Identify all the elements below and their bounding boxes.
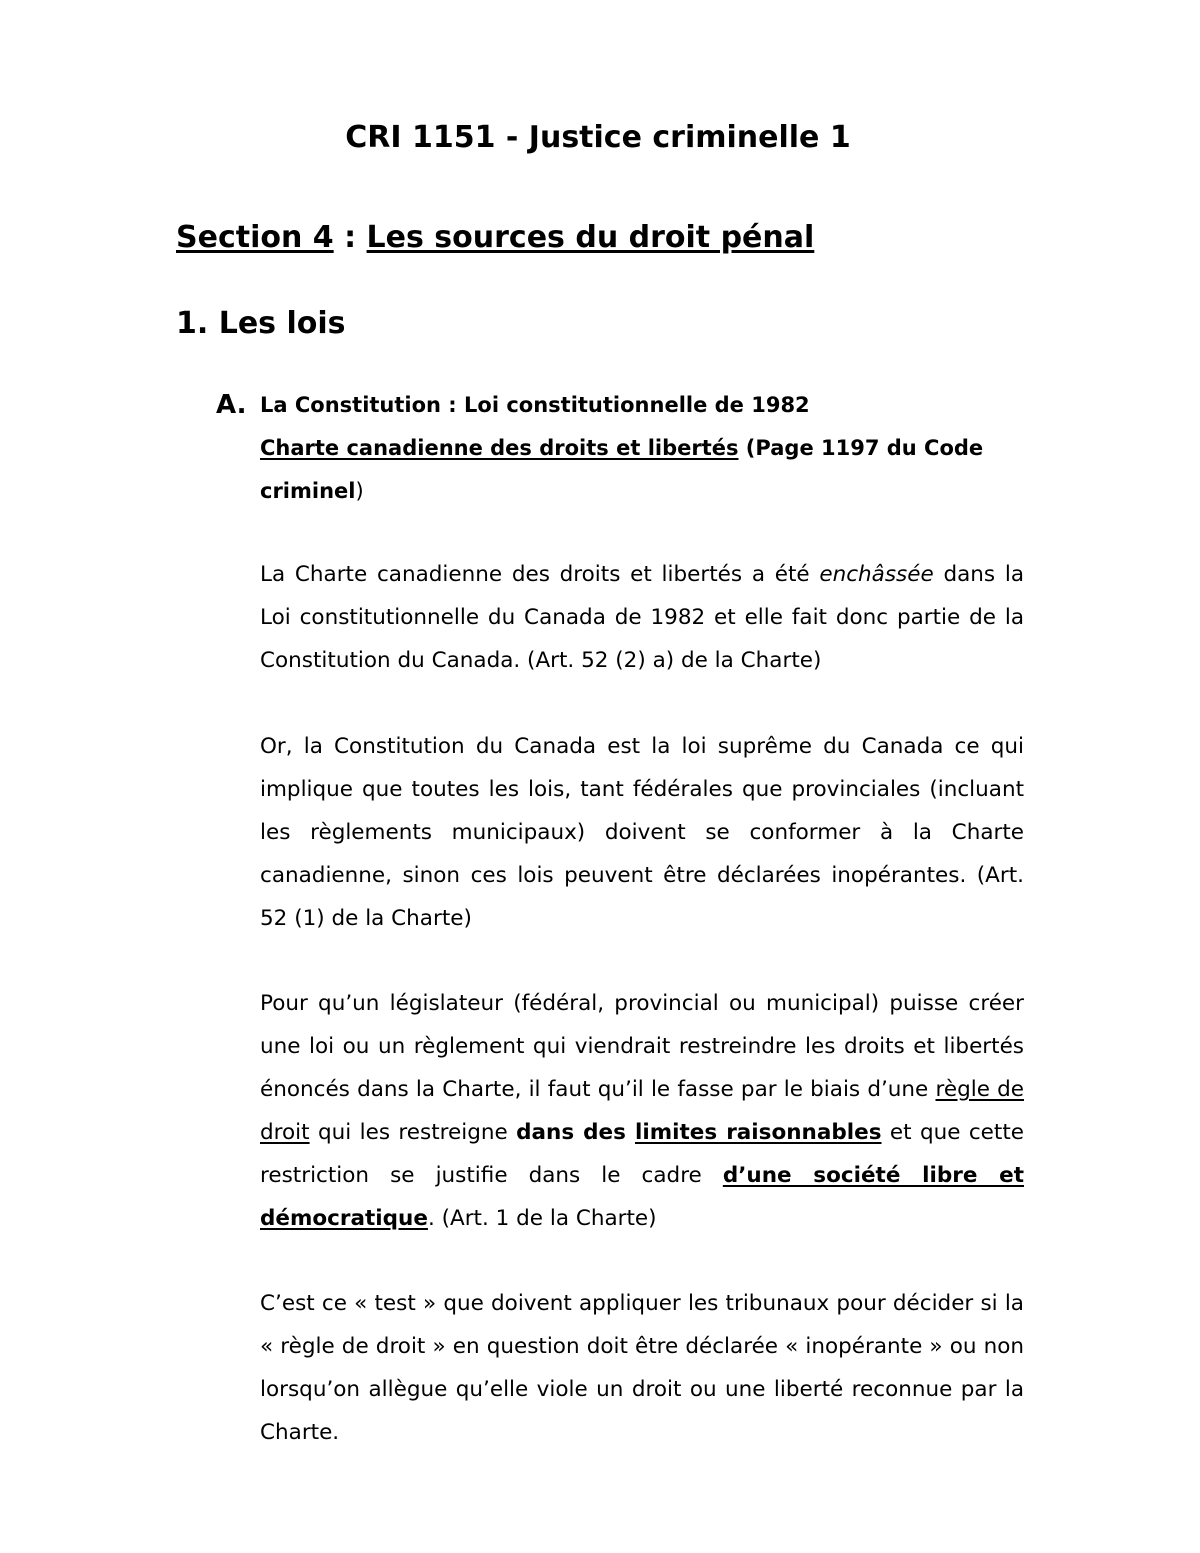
paragraph-2: Or, la Constitution du Canada est la loi suprême du Canada ce qui implique que toutes les lois, tant fédérales que provinciales (incluant les règlements municipaux) doivent se conformer à la Charte canadienne, sinon ces lois peuvent être déclarées inopérantes. (Art. 52 (1) de la Charte) [260, 734, 1024, 931]
paragraph-3-text-a: Pour qu’un législateur (fédéral, provincial ou municipal) puisse créer une loi ou un règlement qui viendrait restreindre les droits et libertés énoncés dans la Charte, il faut qu’il le fasse par le biais d’une [260, 991, 1024, 1102]
paragraph-1 [260, 553, 1024, 682]
dans-des: dans des [516, 1120, 635, 1145]
limites-raisonnables: limites raisonnables [634, 1120, 882, 1145]
subsection-heading [260, 384, 1024, 513]
paragraph-3-text-d: . (Art. 1 de la Charte) [427, 1206, 657, 1231]
paragraph-4: C’est ce « test » que doivent appliquer les tribunaux pour décider si la « règle de droit » en question doit être déclarée « inopérante » ou non lorsqu’on allègue qu’elle viole un droit ou une liberté reconnue par la Charte. [260, 1291, 1024, 1445]
section-separator: : [333, 220, 367, 255]
paragraph-3-text-b: qui les restreigne [309, 1120, 517, 1145]
charter-name: Charte canadienne des droits et libertés [260, 436, 739, 460]
heading-les-lois: 1. Les lois [176, 306, 346, 341]
paragraph-1-text-b: dans la Loi constitutionnelle du Canada de 1982 et elle fait donc partie de la Constitution du Canada. (Art. 52 (2) a) de la Charte) [260, 562, 1025, 673]
paragraph-3-text-c: et que cette restriction se justifie dans le cadre [260, 1120, 1024, 1188]
regle-de-droit: règle de droit [260, 1077, 1024, 1145]
paragraph-1-text-a: La Charte canadienne des droits et libertés a été [260, 562, 820, 587]
paragraph-1-italic: enchâssée [819, 562, 934, 587]
societe-libre-democratique: d’une société libre et démocratique [260, 1163, 1024, 1231]
subsection-title: La Constitution : Loi constitutionnelle de 1982 [260, 393, 810, 417]
section-name: Les sources du droit pénal [366, 220, 815, 255]
document-title: CRI 1151 - Justice criminelle 1 [345, 120, 851, 155]
section-heading [176, 218, 814, 258]
charter-ref-open: (Page 1197 du Code criminel [260, 436, 984, 503]
charter-ref-close: ) [355, 479, 364, 503]
paragraph-3 [260, 982, 1024, 1240]
charter-reference [260, 427, 1024, 513]
subsection-letter: A. [216, 390, 247, 420]
section-label: Section 4 [176, 220, 334, 255]
